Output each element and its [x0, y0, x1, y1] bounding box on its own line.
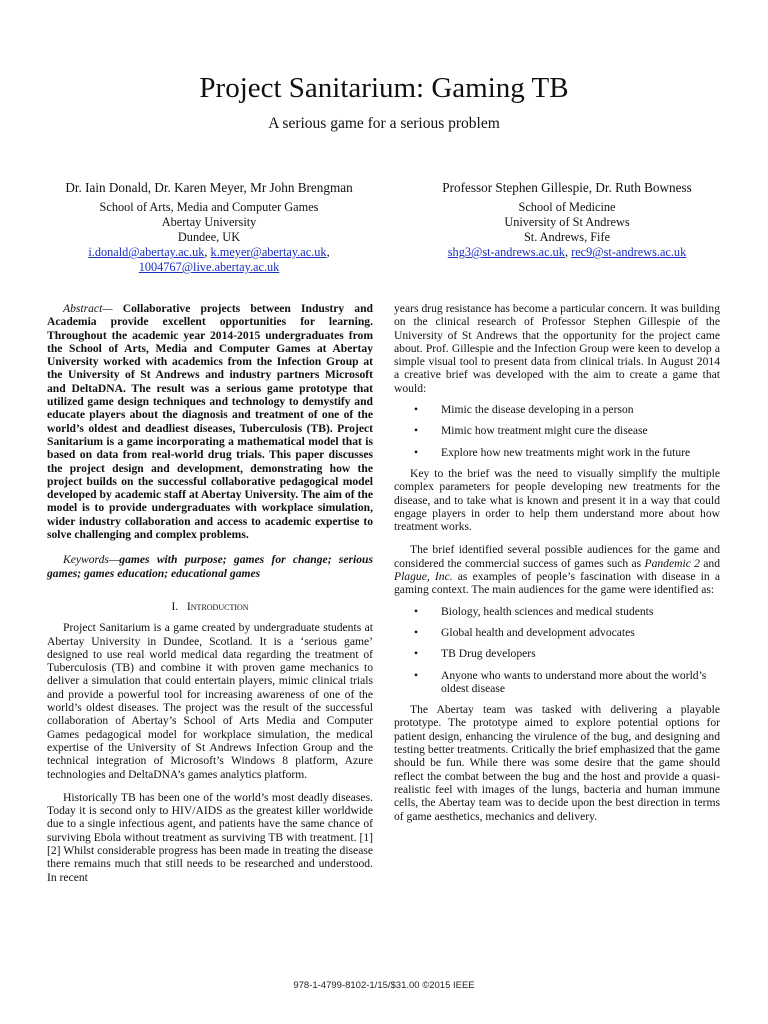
bullet-icon: •	[414, 403, 419, 417]
text-run: The brief identified several possible audiences for the game and considered the commercial success of games such as	[394, 543, 720, 570]
aims-list	[394, 403, 720, 459]
keywords-text: games with purpose; games for change; serious games; games education; educational games	[47, 553, 373, 580]
affiliation-line: Abertay University	[161, 215, 257, 229]
body-paragraph: The Abertay team was tasked with delivering a playable prototype. The prototype aimed to explore potential options for patient design, enhancing the virulence of the bug, and designing and testing better treatments. Critically the brief emphasized that the game should be fun. While there was some desire that the game should reflect the combat between the bug and the host and provide a quasi-realistic feel with images of the lungs, bacteria and human immune cells, the Abertay team was to decide upon the best direction in terms of game aesthetics, mechanics and delivery.	[394, 703, 720, 823]
paper-subtitle: A serious game for a serious problem	[268, 115, 500, 132]
author-names: Professor Stephen Gillespie, Dr. Ruth Bowness	[442, 180, 692, 195]
list-item	[394, 424, 720, 437]
paper-title: Project Sanitarium: Gaming TB	[199, 72, 569, 104]
abstract	[47, 302, 373, 541]
bullet-icon: •	[414, 604, 419, 618]
affiliation-line: University of St Andrews	[504, 215, 630, 229]
author-names: Dr. Iain Donald, Dr. Karen Meyer, Mr John Brengman	[65, 180, 353, 195]
email-link[interactable]: shg3@st-andrews.ac.uk	[447, 245, 565, 259]
game-title: Pandemic 2	[644, 556, 700, 570]
section-first-letter: I	[186, 599, 191, 613]
keywords	[47, 553, 373, 580]
author-block-st-andrews	[392, 179, 742, 260]
email-link[interactable]: 1004767@live.abertay.ac.uk	[138, 260, 280, 274]
list-item-text: TB Drug developers	[441, 647, 536, 661]
email-link[interactable]: k.meyer@abertay.ac.uk	[210, 245, 327, 259]
intro-paragraph: Historically TB has been one of the world’s most deadly diseases. Today it is second only to HIV/AIDS as the greatest killer worldwide due to a single infectious agent, and patients have the same chance of surviving Ebola without treatment as surviving TB with treatment. [1][2] Whilst considerable progress has been made in treating the disease there remains much that still needs to be researched and understood. In recent	[47, 790, 373, 884]
body-paragraph	[394, 543, 720, 596]
text-run: and	[699, 556, 720, 570]
bullet-icon: •	[414, 647, 419, 661]
email-line	[34, 260, 384, 275]
body-paragraph: Key to the brief was the need to visually simplify the multiple complex parameters for people developing new treatments for the disease, and to take what is known and present it in a way that could engage players in order to help them understand more about how treatment works.	[394, 466, 720, 534]
email-link[interactable]: i.donald@abertay.ac.uk	[88, 245, 205, 259]
list-item	[394, 669, 720, 696]
list-item	[394, 403, 720, 416]
email-line: shg3@st-andrews.ac.uk, rec9@st-andrews.ac.uk	[447, 245, 687, 259]
list-item-text: Biology, health sciences and medical students	[441, 604, 654, 618]
bullet-icon: •	[414, 668, 419, 682]
list-item-text: Explore how new treatments might work in the future	[441, 445, 691, 459]
affiliation-line: School of Medicine	[518, 200, 616, 214]
copyright-footer: 978-1-4799-8102-1/15/$31.00 ©2015 IEEE	[293, 980, 475, 991]
abstract-lead: Abstract—	[63, 302, 113, 315]
game-title: Plague, Inc.	[394, 570, 453, 584]
section-number: I.	[171, 599, 179, 613]
list-item	[394, 626, 720, 639]
list-item-text: Mimic the disease developing in a person	[441, 403, 634, 417]
bullet-icon: •	[414, 445, 419, 459]
list-item	[394, 605, 720, 618]
email-line: i.donald@abertay.ac.uk, k.meyer@abertay.ac.uk,	[88, 245, 330, 259]
author-block-abertay	[34, 179, 384, 275]
body-paragraph: years drug resistance has become a particular concern. It was building on the clinical research of Professor Stephen Gillespie of the University of St Andrews that the opportunity for the project came about. Prof. Gillespie and the Infection Group were keen to develop a simple visual tool to present data from clinical trials. In August 2014 a creative brief was developed with the aim to create a game that would:	[394, 302, 720, 395]
right-column	[394, 302, 720, 823]
bullet-icon: •	[414, 625, 419, 639]
affiliation-line: Dundee, UK	[177, 230, 241, 244]
left-column	[47, 302, 373, 884]
list-item-text: Global health and development advocates	[441, 625, 635, 639]
email-link[interactable]: rec9@st-andrews.ac.uk	[571, 245, 687, 259]
affiliation-line: St. Andrews, Fife	[523, 230, 611, 244]
keywords-lead: Keywords—	[63, 553, 120, 567]
list-item-text: Mimic how treatment might cure the disease	[441, 424, 648, 438]
bullet-icon: •	[414, 424, 419, 438]
list-item	[394, 446, 720, 459]
list-item-text: Anyone who wants to understand more about the world’s oldest disease	[441, 668, 707, 695]
affiliation-line: School of Arts, Media and Computer Games	[99, 200, 319, 214]
text-run: as examples of people’s fascination with disease in a gaming context. The main audiences for the game were identified as:	[394, 570, 720, 597]
section-heading-introduction	[47, 600, 373, 613]
section-title-rest: ntroduction	[190, 599, 249, 613]
list-item	[394, 647, 720, 660]
abstract-text: Collaborative projects between Industry and Academia provide excellent opportunities for learning. Throughout the academic year 2014-2015 undergraduates from the School of Arts, Media and Computer Games at Abertay University worked with academics from the Infection Group at the University of St Andrews and industry partners Microsoft and DeltaDNA. The result was a serious game prototype that utilized game design techniques and technology to demystify and educate players about the diagnosis and treatment of one of the world’s oldest and deadliest diseases, Tuberculosis (TB). Project Sanitarium is a game incorporating a mathematical model that is based on data from real-world drug trials. This paper discusses the project design and development, demonstrating how the project builds on the successful collaborative pedagogical model developed by academic staff at Abertay University. The aim of the model is to provide undergraduates with workplace simulation, wider industry collaboration and access to academic expertise to solve challenging and complex problems.	[47, 302, 373, 542]
audiences-list	[394, 605, 720, 695]
intro-paragraph: Project Sanitarium is a game created by undergraduate students at Abertay University in Dundee, Scotland. It is a ‘serious game’ designed to use real world medical data regarding the treatment of Tuberculosis (TB) and combine it with proven game mechanics to deliver a simulation that could entertain players, mimic clinical trials and provide a powerful tool for increasing awareness of one of the world’s oldest diseases. The project was the result of the successful collaboration of Abertay’s School of Arts Media and Computer Games pedagogical model for workplace simulation, the medical expertise of the University of St Andrews Infection Group and the technical integration of Microsoft’s Windows 8 platform, Azure technologies and DeltaDNA’s games analytics platform.	[47, 621, 373, 781]
